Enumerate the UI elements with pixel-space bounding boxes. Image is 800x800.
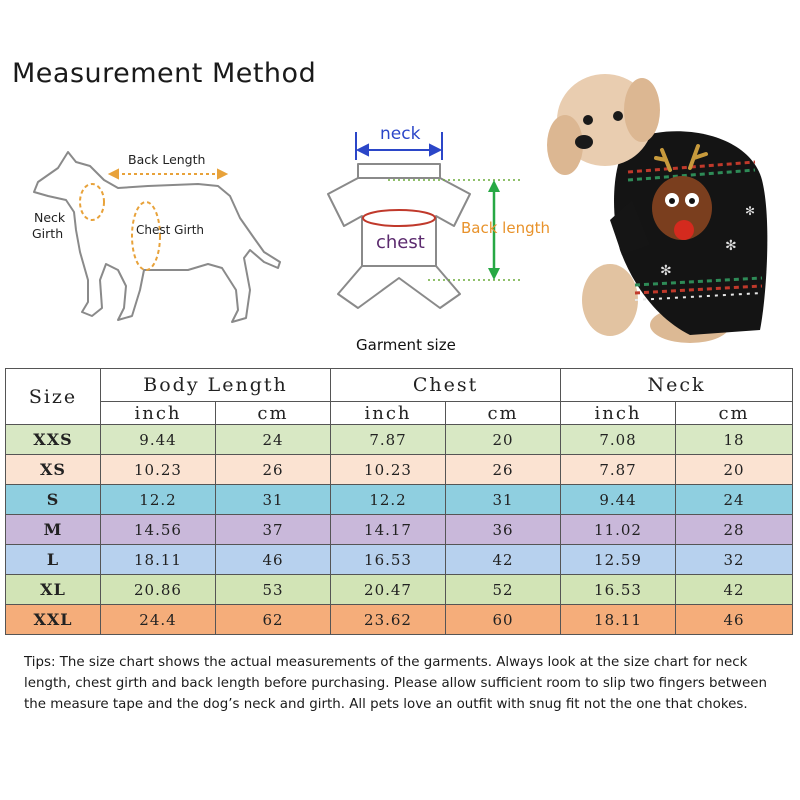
measurement-cell: 31 <box>446 485 561 515</box>
size-chart-table <box>5 368 793 635</box>
measurement-cell: 7.08 <box>561 425 676 455</box>
measurement-cell: 23.62 <box>331 605 446 635</box>
measurement-cell: 26 <box>446 455 561 485</box>
measurement-cell: 60 <box>446 605 561 635</box>
table-row <box>6 605 793 635</box>
measurement-cell: 18.11 <box>101 545 216 575</box>
table-row <box>6 425 793 455</box>
size-cell: L <box>6 545 101 575</box>
group-header-body-length: Body Length <box>101 369 331 402</box>
group-header-chest: Chest <box>331 369 561 402</box>
back-length-label: Back length <box>461 219 550 237</box>
measurement-cell: 7.87 <box>561 455 676 485</box>
measurement-cell: 20 <box>676 455 793 485</box>
measurement-cell: 46 <box>676 605 793 635</box>
measurement-cell: 20.86 <box>101 575 216 605</box>
table-row <box>6 545 793 575</box>
measurement-cell: 28 <box>676 515 793 545</box>
unit-header: inch <box>101 402 216 425</box>
table-row <box>6 575 793 605</box>
chest-measure-loop-icon <box>363 210 435 226</box>
measurement-cell: 37 <box>216 515 331 545</box>
table-row <box>6 485 793 515</box>
chest-girth-label: Chest Girth <box>136 223 205 237</box>
measurement-cell: 24 <box>216 425 331 455</box>
garment-size-caption: Garment size <box>356 336 456 354</box>
measurement-cell: 32 <box>676 545 793 575</box>
size-cell: XS <box>6 455 101 485</box>
svg-text:✻: ✻ <box>725 238 737 254</box>
dog-outline-icon <box>34 152 280 322</box>
size-table-body <box>6 425 793 635</box>
measurement-cell: 53 <box>216 575 331 605</box>
measurement-cell: 16.53 <box>331 545 446 575</box>
unit-header: cm <box>216 402 331 425</box>
measurement-cell: 24 <box>676 485 793 515</box>
dog-in-sweater-image <box>540 50 790 350</box>
table-row <box>6 455 793 485</box>
garment-size-diagram <box>318 118 558 358</box>
chest-label: chest <box>376 232 425 253</box>
measurement-cell: 10.23 <box>101 455 216 485</box>
size-cell: S <box>6 485 101 515</box>
measurement-cell: 16.53 <box>561 575 676 605</box>
measurement-cell: 20 <box>446 425 561 455</box>
sizing-tips: Tips: The size chart shows the actual measurements of the garments. Always look at the size chart for neck length, chest girth and back length before purchasing. Please allow sufficient room to slip two fingers between the measure tape and the dog’s neck and girth. All pets love an outfit with snug fit not the one that chokes. <box>24 655 767 712</box>
measurement-cell: 52 <box>446 575 561 605</box>
measurement-cell: 12.2 <box>331 485 446 515</box>
table-row <box>6 515 793 545</box>
size-cell: M <box>6 515 101 545</box>
neck-girth-loop-icon <box>80 184 104 220</box>
measurement-cell: 12.2 <box>101 485 216 515</box>
size-cell: XL <box>6 575 101 605</box>
measurement-cell: 20.47 <box>331 575 446 605</box>
measurement-cell: 36 <box>446 515 561 545</box>
measurement-cell: 18.11 <box>561 605 676 635</box>
measurement-cell: 42 <box>446 545 561 575</box>
unit-header: inch <box>331 402 446 425</box>
neck-girth-label-line2: Girth <box>32 226 64 241</box>
measurement-cell: 14.56 <box>101 515 216 545</box>
size-column-header: Size <box>6 369 101 425</box>
measurement-cell: 42 <box>676 575 793 605</box>
dog-measurement-diagram <box>18 140 293 340</box>
unit-header: inch <box>561 402 676 425</box>
svg-text:✻: ✻ <box>660 263 672 279</box>
measurement-cell: 12.59 <box>561 545 676 575</box>
svg-text:✻: ✻ <box>745 204 756 218</box>
measurement-cell: 9.44 <box>101 425 216 455</box>
measurement-cell: 10.23 <box>331 455 446 485</box>
page-title: Measurement Method <box>12 58 317 89</box>
measurement-cell: 62 <box>216 605 331 635</box>
measurement-cell: 26 <box>216 455 331 485</box>
measurement-cell: 31 <box>216 485 331 515</box>
unit-header: cm <box>446 402 561 425</box>
measurement-cell: 18 <box>676 425 793 455</box>
measurement-cell: 24.4 <box>101 605 216 635</box>
group-header-neck: Neck <box>561 369 793 402</box>
size-cell: XXS <box>6 425 101 455</box>
size-cell: XXL <box>6 605 101 635</box>
measurement-cell: 14.17 <box>331 515 446 545</box>
back-length-arrow-icon <box>110 170 226 178</box>
measurement-cell: 9.44 <box>561 485 676 515</box>
neck-label: neck <box>380 124 421 144</box>
back-length-label: Back Length <box>128 152 206 167</box>
measurement-cell: 11.02 <box>561 515 676 545</box>
measurement-cell: 46 <box>216 545 331 575</box>
neck-girth-label-line1: Neck <box>34 210 66 225</box>
measurement-cell: 7.87 <box>331 425 446 455</box>
unit-header: cm <box>676 402 793 425</box>
